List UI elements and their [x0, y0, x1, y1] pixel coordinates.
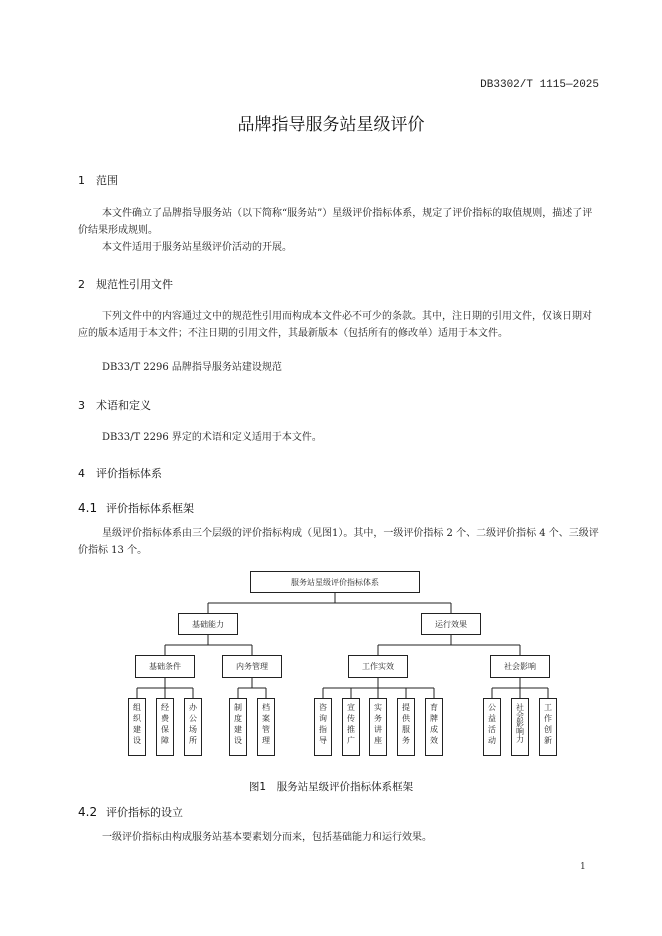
paragraph: 一级评价指标由构成服务站基本要素划分而来，包括基础能力和运行效果。: [102, 832, 432, 843]
diagram-level3-node: [342, 698, 360, 756]
diagram-level2-node: 社会影响: [490, 655, 550, 678]
paragraph: 本文件适用于服务站星级评价活动的开展。: [102, 242, 292, 253]
diagram-level3-node: [425, 698, 443, 756]
diagram-root-node: 服务站星级评价指标体系: [250, 571, 420, 593]
document-number: DB3302/T 1115—2025: [480, 79, 599, 91]
diagram-level3-node: [229, 698, 247, 756]
section-title: 规范性引用文件: [96, 278, 173, 291]
section-number: 4: [78, 467, 85, 480]
diagram-level3-label: 育牌成效: [429, 703, 439, 747]
diagram-level3-label: 制度建设: [233, 703, 243, 747]
paragraph: 本文件确立了品牌指导服务站（以下简称“服务站”）星级评价指标体系，规定了评价指标的取值规则，描述了评价结果形成规则。: [78, 208, 593, 236]
diagram-level3-node: [539, 698, 557, 756]
section-number: 2: [78, 278, 85, 291]
diagram-level3-label: 社会影响力: [515, 703, 525, 743]
diagram-level2-node: 工作实效: [348, 655, 408, 678]
diagram-level3-label: 档案管理: [261, 703, 271, 747]
diagram-level1-node: 运行效果: [421, 613, 481, 635]
diagram-level3-label: 实务讲座: [373, 703, 383, 747]
diagram-level3-label: 经费保障: [160, 703, 170, 747]
diagram-level3-label: 宣传推广: [346, 703, 356, 747]
section-number: 4.1: [78, 501, 98, 515]
diagram-level3-node: [156, 698, 174, 756]
diagram-level3-label: 公益活动: [487, 703, 497, 747]
section-title: 范围: [96, 174, 118, 187]
paragraph: 星级评价指标体系由三个层级的评价指标构成（见图1）。其中，一级评价指标 2 个、二级评价指标 4 个、三级评价指标 13 个。: [78, 528, 599, 556]
diagram-level3-label: 提供服务: [401, 703, 411, 747]
section-number: 4.2: [78, 805, 98, 819]
diagram-level2-node: 内务管理: [222, 655, 282, 678]
diagram-level3-node: [257, 698, 275, 756]
diagram-level3-node: [314, 698, 332, 756]
diagram-level3-label: 组织建设: [132, 703, 142, 747]
diagram-level3-node: [184, 698, 202, 756]
diagram-level1-node: 基础能力: [178, 613, 238, 635]
section-title: 评价指标体系: [96, 467, 162, 480]
page-number: 1: [580, 862, 586, 872]
diagram-level3-node: [483, 698, 501, 756]
diagram-level3-node: [128, 698, 146, 756]
section-number: 3: [78, 399, 85, 412]
diagram-level3-node: [511, 698, 529, 756]
diagram-level3-node: [397, 698, 415, 756]
diagram-level3-node: [369, 698, 387, 756]
paragraph: 下列文件中的内容通过文中的规范性引用而构成本文件必不可少的条款。其中，注日期的引用文件，仅该日期对应的版本适用于本文件；不注日期的引用文件，其最新版本（包括所有的修改单）适用于本文件。: [78, 311, 592, 339]
diagram-level3-label: 咨询指导: [318, 703, 328, 747]
section-title: 评价指标的设立: [106, 806, 183, 819]
document-title: 品牌指导服务站星级评价: [237, 115, 425, 135]
diagram-level3-label: 办公场所: [188, 703, 198, 747]
section-title: 评价指标体系框架: [106, 502, 194, 515]
paragraph: DB33/T 2296 界定的术语和定义适用于本文件。: [102, 432, 322, 443]
diagram-level3-label: 工作创新: [543, 703, 553, 747]
figure-caption: 图1 服务站星级评价指标体系框架: [248, 781, 414, 793]
diagram-level2-node: 基础条件: [135, 655, 195, 678]
reference-item: DB33/T 2296 品牌指导服务站建设规范: [102, 362, 282, 373]
section-number: 1: [78, 174, 85, 187]
section-title: 术语和定义: [96, 399, 151, 412]
section-heading-4-2: [78, 804, 183, 820]
